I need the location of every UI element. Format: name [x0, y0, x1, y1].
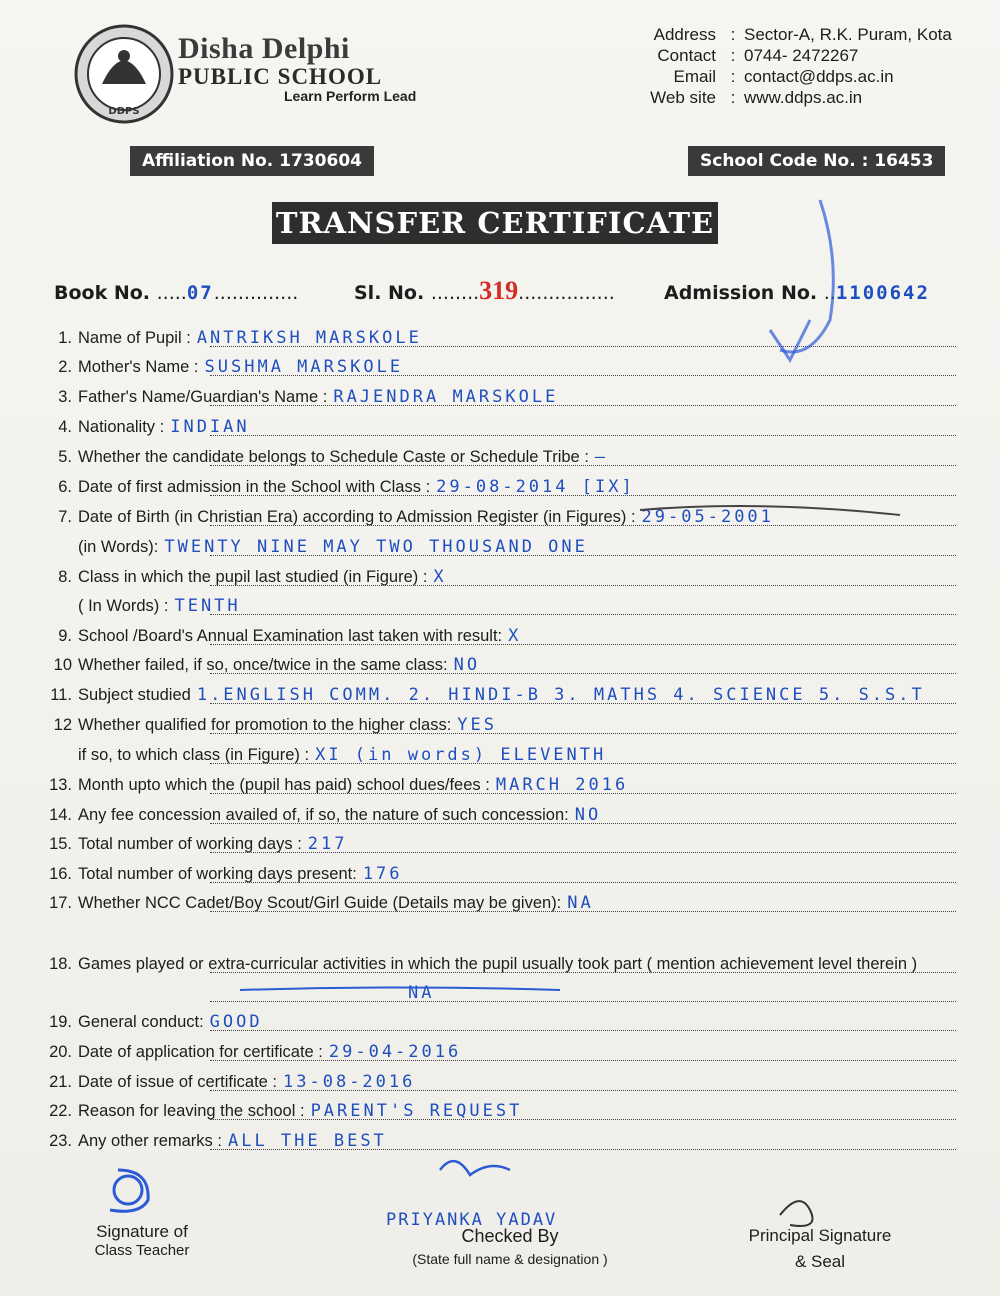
row-label: Whether qualified for promotion to the higher class:: [78, 716, 452, 734]
row-number: 7.: [58, 508, 72, 526]
form-row: [34, 741, 960, 769]
row-label: if so, to which class (in Figure) :: [78, 746, 310, 764]
form-row: [34, 324, 960, 352]
row-label: Date of application for certificate :: [78, 1043, 323, 1061]
row-answer: SUSHMA MARSKOLE: [204, 357, 404, 377]
book-number-value: 07: [186, 282, 214, 304]
row-dotted-line: [210, 435, 956, 436]
row-answer: 13-08-2016: [283, 1072, 416, 1092]
row-answer: ANTRIKSH MARSKOLE: [196, 328, 422, 348]
row-label: School /Board's Annual Examination last taken with result:: [78, 627, 503, 645]
row-label: Any other remarks :: [78, 1132, 222, 1150]
row-answer: GOOD: [209, 1012, 263, 1032]
form-row: [34, 1127, 960, 1155]
row-dotted-line: [210, 911, 956, 912]
row-label: (in Words):: [78, 538, 159, 556]
row-dotted-line: [210, 823, 956, 824]
row-number: 13.: [49, 776, 72, 794]
row-label: Month upto which the (pupil has paid) school dues/fees :: [78, 776, 490, 794]
teacher-signature-label: Signature of Class Teacher: [94, 1222, 190, 1259]
row-number: 18.: [49, 955, 72, 973]
row-number: 10: [53, 656, 72, 674]
form-row: [34, 711, 960, 739]
row-answer: NO: [574, 805, 602, 825]
row-label: Date of issue of certificate :: [78, 1073, 278, 1091]
school-subtitle: PUBLIC SCHOOL: [178, 64, 383, 89]
form-row: [34, 503, 960, 531]
row-dotted-line: [210, 1119, 956, 1120]
row-dotted-line: [210, 465, 956, 466]
form-row: [34, 413, 960, 441]
row-number: 22.: [49, 1102, 72, 1120]
row-answer: TENTH: [174, 596, 241, 616]
admission-number-value: 1100642: [835, 282, 930, 304]
row-label: General conduct:: [78, 1013, 204, 1031]
form-row: [34, 1008, 960, 1036]
row-answer: PARENT'S REQUEST: [310, 1101, 523, 1121]
form-row: [34, 353, 960, 381]
row-answer: NO: [453, 655, 481, 675]
row-answer: 217: [307, 834, 348, 854]
row-dotted-line: [210, 882, 956, 883]
affiliation-number: Affiliation No. 1730604: [130, 146, 374, 176]
contact-email: Email : contact@ddps.ac.in: [673, 67, 894, 86]
row-label: Subject studied: [78, 686, 191, 704]
form-row: [34, 681, 960, 709]
checked-by-label: Checked By (State full name & designation ): [412, 1226, 608, 1267]
row-number: 14.: [49, 806, 72, 824]
row-number: 8.: [58, 568, 72, 586]
row-label: Whether NCC Cadet/Boy Scout/Girl Guide (Details may be given):: [78, 894, 562, 912]
row-label: Mother's Name :: [78, 358, 199, 376]
row-dotted-line: [210, 852, 956, 853]
row-label: Name of Pupil :: [78, 329, 191, 347]
row-answer: —: [594, 447, 609, 467]
row-answer: XI (in words) ELEVENTH: [315, 745, 607, 765]
row-label: Total number of working days :: [78, 835, 302, 853]
row-number: 11.: [50, 686, 72, 704]
form-row: [34, 860, 960, 888]
form-row: [34, 473, 960, 501]
certificate-title: TRANSFER CERTIFICATE: [272, 202, 718, 244]
row-label: Total number of working days present:: [78, 865, 357, 883]
row-dotted-line: [210, 614, 956, 615]
row-answer: RAJENDRA MARSKOLE: [333, 387, 559, 407]
row-dotted-line: [210, 585, 956, 586]
row-answer: 1.ENGLISH COMM. 2. HINDI-B 3. MATHS 4. SCIENCE 5. S.S.T: [196, 685, 925, 705]
row-label: ( In Words) :: [78, 597, 169, 615]
book-number: Book No. .....07..............: [54, 282, 299, 304]
row-dotted-line: [210, 1030, 956, 1031]
form-row: [34, 771, 960, 799]
row-answer: MARCH 2016: [495, 775, 629, 795]
principal-signature-label: Principal Signature & Seal: [748, 1226, 892, 1271]
form-row: [34, 443, 960, 471]
contact-address: Address : Sector-A, R.K. Puram, Kota: [653, 25, 952, 44]
row-label: Date of first admission in the School with Class :: [78, 478, 431, 496]
serial-number-value: 319: [479, 276, 519, 305]
row-dotted-line: [210, 1001, 956, 1002]
row-number: 9.: [58, 627, 72, 645]
row-number: 12: [53, 716, 72, 734]
row-answer: 29-04-2016: [328, 1042, 462, 1062]
row-label: Date of Birth (in Christian Era) according to Admission Register (in Figures) :: [78, 508, 636, 526]
row-number: 19.: [49, 1013, 72, 1031]
row-answer: X: [433, 567, 447, 587]
row-dotted-line: [210, 525, 956, 526]
row-answer: TWENTY NINE MAY TWO THOUSAND ONE: [164, 537, 588, 557]
row-number: 21.: [49, 1073, 72, 1091]
row-label: Games played or extra-curricular activities in which the pupil usually took part ( mention achievement level therein ): [78, 955, 918, 973]
form-row: [34, 830, 960, 858]
checked-by-name: PRIYANKA YADAV: [386, 1210, 558, 1230]
row-label: Father's Name/Guardian's Name :: [78, 388, 328, 406]
contact-website: Web site : www.ddps.ac.in: [650, 88, 863, 107]
row-number: 16.: [49, 865, 72, 883]
row-dotted-line: [210, 495, 956, 496]
row-dotted-line: [210, 555, 956, 556]
row-dotted-line: [210, 1090, 956, 1091]
row-dotted-line: [210, 346, 956, 347]
logo-text: DDPS: [108, 106, 140, 117]
row-dotted-line: [210, 703, 956, 704]
row-dotted-line: [210, 793, 956, 794]
row-number: 1.: [58, 329, 72, 347]
form-row: [34, 533, 960, 561]
row-label: Nationality :: [78, 418, 165, 436]
row-number: 15.: [49, 835, 72, 853]
school-logo: [72, 22, 176, 126]
row-number: 4.: [58, 418, 72, 436]
form-row: [34, 383, 960, 411]
row-dotted-line: [210, 1060, 956, 1061]
row-dotted-line: [210, 405, 956, 406]
form-row: [34, 592, 960, 620]
row-dotted-line: [210, 972, 956, 973]
row-number: 23.: [49, 1132, 72, 1150]
row-dotted-line: [210, 733, 956, 734]
row-number: 2.: [58, 358, 72, 376]
school-tagline: Learn Perform Lead: [284, 88, 417, 104]
row-dotted-line: [210, 375, 956, 376]
row-label: Reason for leaving the school :: [78, 1102, 305, 1120]
row-label: Whether the candidate belongs to Schedule Caste or Schedule Tribe :: [78, 448, 589, 466]
serial-number: Sl. No. ........319................: [354, 276, 615, 305]
form-row: [34, 651, 960, 679]
form-row: [34, 801, 960, 829]
form-row: [34, 889, 960, 917]
row-dotted-line: [210, 1149, 956, 1150]
contact-block: [600, 24, 952, 108]
row-answer: 176: [362, 864, 403, 884]
row-answer: ALL THE BEST: [227, 1131, 387, 1151]
form-row: [34, 950, 960, 978]
row-answer: X: [508, 626, 522, 646]
row-number: 6.: [58, 478, 72, 496]
contact-phone: Contact : 0744- 2472267: [657, 46, 859, 65]
admission-number: Admission No. ..1100642: [664, 282, 930, 304]
row-answer: INDIAN: [170, 417, 250, 437]
form-row: [34, 1068, 960, 1096]
school-name: Disha Delphi: [178, 32, 350, 65]
row-number: 17.: [49, 894, 72, 912]
row-answer: YES: [457, 715, 497, 735]
row-label: Class in which the pupil last studied (in Figure) :: [78, 568, 428, 586]
row-answer: 29-05-2001: [641, 507, 774, 527]
row-answer: NA: [567, 893, 594, 913]
row-dotted-line: [210, 763, 956, 764]
form-row: [34, 1097, 960, 1125]
row-label: Any fee concession availed of, if so, the nature of such concession:: [78, 806, 569, 824]
form-row: [34, 1038, 960, 1066]
form-row: [34, 563, 960, 591]
row-answer: 29-08-2014 [IX]: [436, 477, 635, 497]
school-code: School Code No. : 16453: [688, 146, 945, 176]
row-dotted-line: [210, 673, 956, 674]
row-dotted-line: [210, 644, 956, 645]
row-number: 3.: [58, 388, 72, 406]
form-row: [34, 622, 960, 650]
form-row: [34, 979, 960, 1007]
row-answer: NA: [408, 983, 435, 1003]
row-number: 5.: [58, 448, 72, 466]
row-label: Whether failed, if so, once/twice in the same class:: [78, 656, 448, 674]
row-number: 20.: [49, 1043, 72, 1061]
